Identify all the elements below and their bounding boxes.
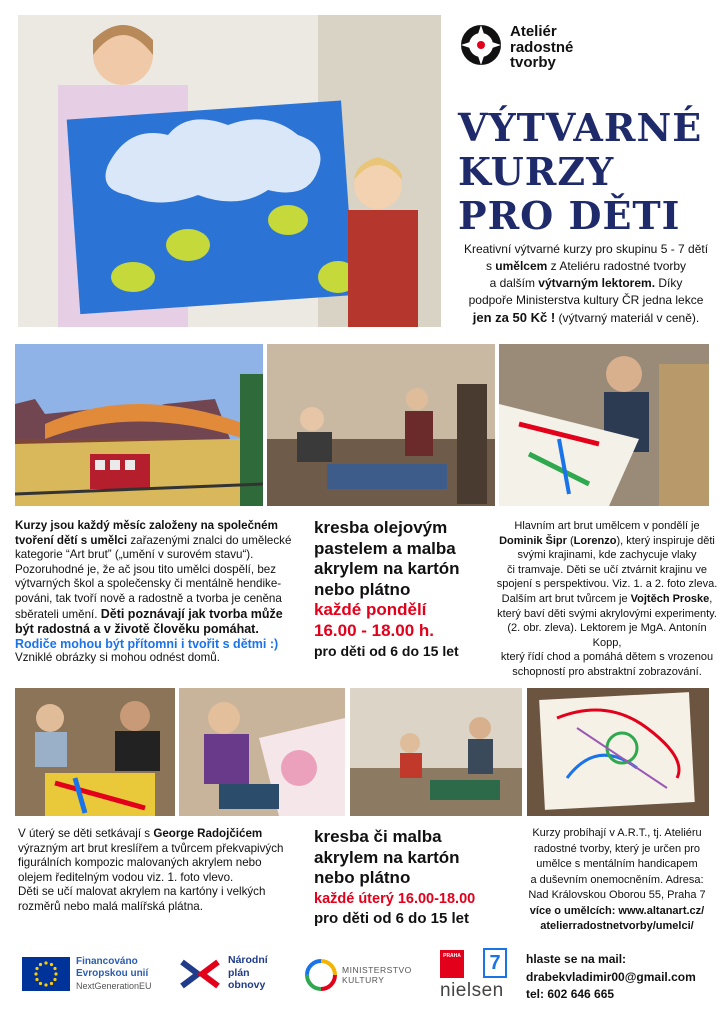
s1-right-line: Hlavním art brut umělcem v pondělí je <box>514 520 700 532</box>
intro-line: Kreativní výtvarné kurzy pro skupinu 5 - 7 dětí <box>463 242 709 256</box>
photo-studio-workshop <box>350 688 522 816</box>
course-line: kresba olejovým <box>314 518 448 537</box>
s2-right-line: a duševním onemocněním. Adresa: <box>530 873 704 886</box>
s1-right-line: (2. obr. zleva). Lektorem je MgA. Antonín Kopp, <box>507 622 707 649</box>
eu-flag-icon <box>22 957 70 991</box>
photo-girl-with-painting <box>499 344 709 506</box>
sun-logo-icon <box>458 22 504 68</box>
s1-left-line: Vzniklé obrázky si mohou odnést domů. <box>15 651 220 665</box>
s2-left-line: V úterý se děti setkávají s George Radojčićem <box>18 827 263 840</box>
course-line: akrylem na kartón <box>314 847 460 867</box>
title-line-3: PRO DĚTI <box>458 193 681 238</box>
npo-text-line: plán <box>228 966 250 979</box>
course-day: každé pondělí <box>314 600 427 619</box>
page-title <box>458 106 702 238</box>
intro-line: jen za 50 Kč ! (výtvarný materiál v ceně). <box>472 310 700 325</box>
s1-left-line: sběrateli umění. Děti poznávají jak tvorba může <box>15 606 283 621</box>
s1-left-line: být radostná a v životě člověku pomáhat. <box>15 622 259 637</box>
photo-tram-painting <box>15 344 263 506</box>
ministry-culture-logo <box>304 955 424 995</box>
hero-photo-children-with-painting <box>18 15 441 327</box>
course-line: kresba či malba <box>314 827 442 846</box>
course-line: pastelem a malba <box>314 538 456 558</box>
title-line-2: KURZY <box>458 149 615 194</box>
s1-left-line: Kurzy jsou každý měsíc založeny na společném <box>15 519 278 532</box>
logo-line-3: tvorby <box>510 54 556 71</box>
photo-girl-with-pastels <box>179 688 345 816</box>
contact-phone[interactable]: tel: 602 646 665 <box>526 987 615 1001</box>
s2-right-line: Kurzy probíhají v A.R.T., tj. Ateliéru <box>532 827 702 839</box>
eu-text-line: Evropskou unií <box>76 968 149 979</box>
section2-course-info <box>314 827 519 930</box>
intro-line: a dalším výtvarným lektorem. Díky <box>489 276 683 290</box>
photo-children-painting-at-table <box>267 344 495 506</box>
npo-text-line: obnovy <box>228 979 266 991</box>
ministry-text-line: MINISTERSTVO <box>342 965 412 975</box>
course-time: 16.00 - 18.00 h. <box>314 620 435 640</box>
section1-course-info <box>314 518 494 662</box>
intro-text <box>455 241 717 327</box>
s2-right-line: radostné tvorby, který je určen pro <box>533 842 701 855</box>
s1-left-line: Pozoruhodné je, že ač jsou tito umělci dospělí, bez <box>15 562 277 576</box>
s1-right-line: spojení s perspektivou. Viz. 1. a 2. foto zleva. <box>496 578 718 591</box>
s2-left-line: výrazným art brut kreslířem a tvůrcem překvapivých <box>18 841 284 855</box>
npo-text-line: Národní <box>228 954 268 966</box>
s1-left-line: kategorie “Art brut” („umění v surovém stavu“). <box>15 548 254 562</box>
s2-right-line: Nad Královskou Oborou 55, Praha 7 <box>528 889 706 901</box>
s1-left-line: pováni, tak tvoří nově a radostně a tvorba je ceněna <box>15 591 282 605</box>
contact-email-link[interactable]: drabekvladimir00@gmail.com <box>526 969 696 984</box>
s2-right-line: umělce s mentálním handicapem <box>536 858 698 870</box>
contact-info <box>526 951 696 1004</box>
s1-right-line: Dominik Šipr (Lorenzo), který inspiruje děti <box>499 534 715 547</box>
s1-left-line: tvoření dětí s umělci zařazenými znalci do umělecké <box>15 533 292 547</box>
s2-left-line: rozměrů nebo malá malířská plátna. <box>18 899 203 913</box>
s2-left-line: Děti se učí malovat akrylem na kartóny i velkých <box>18 885 266 899</box>
s1-right-line: Dalším art brut tvůrcem je Vojtěch Proske, <box>501 592 713 605</box>
website-link[interactable]: více o umělcích: www.altanart.cz/ <box>529 904 705 917</box>
praha7-logo <box>483 948 507 978</box>
section1-right-text <box>496 519 718 680</box>
atelier-logo <box>458 20 588 72</box>
title-line-1: VÝTVARNÉ <box>458 105 703 150</box>
logo-line-2: radostné <box>510 38 574 56</box>
eu-text-line: Financováno <box>76 956 138 967</box>
s1-left-line: Rodiče mohou být přítomni i tvořit s dětmi :) <box>15 636 279 651</box>
intro-line: s umělcem z Ateliéru radostné tvorby <box>485 259 687 273</box>
contact-label: hlaste se na mail: <box>526 952 627 966</box>
photo-colorful-drawing <box>527 688 709 816</box>
s1-right-line: či tramvaje. Děti se učí ztvárnit krajinu ve <box>507 563 707 576</box>
s2-left-line: figurálních kompozic malovaných akrylem nebo <box>18 856 262 870</box>
course-line: nebo plátno <box>314 579 411 599</box>
course-line: nebo plátno <box>314 868 411 887</box>
course-line: akrylem na kartón <box>314 559 460 578</box>
npo-logo <box>178 952 278 996</box>
s1-right-line: svými krajinami, kde zachycuje vlaky <box>517 549 697 562</box>
section2-right-text <box>512 826 722 935</box>
nielsen-logo: nielsen <box>440 980 504 1001</box>
section2-left-text <box>18 827 308 915</box>
praha7-number: 7 <box>489 952 501 974</box>
s1-right-line: který baví děti svými akrylovými experimenty. <box>497 607 717 620</box>
intro-line: podpoře Ministerstva kultury ČR jedna lekce <box>468 293 704 307</box>
website-link-continued[interactable]: atelierradostnetvorby/umelci/ <box>540 920 694 932</box>
ministry-circle-icon <box>304 958 338 992</box>
section1-left-text <box>15 519 307 666</box>
ministry-text-line: KULTURY <box>342 975 385 985</box>
s1-right-line: který řídí chod a pomáhá dětem s vrozenou <box>500 651 714 664</box>
eu-funding-logo <box>22 955 182 993</box>
photo-boys-painting <box>15 688 175 816</box>
npo-mark-icon <box>178 954 222 994</box>
course-age: pro děti od 6 do 15 let <box>314 643 459 659</box>
praha-text: PRAHA <box>443 953 461 959</box>
praha-logo <box>440 950 464 978</box>
course-age: pro děti od 6 do 15 let <box>314 910 470 927</box>
logo-line-1: Ateliér <box>510 23 557 40</box>
course-day-time: každé úterý 16.00-18.00 <box>314 890 476 907</box>
s2-left-line: olejem ředitelným vodou viz. 1. foto vlevo. <box>18 870 234 884</box>
s1-right-line: schopností pro abstraktní zobrazování. <box>512 665 702 678</box>
s1-left-line: výtvarných škol a společensky či mentálně hendike- <box>15 577 282 591</box>
eu-text-line: NextGenerationEU <box>76 981 152 991</box>
